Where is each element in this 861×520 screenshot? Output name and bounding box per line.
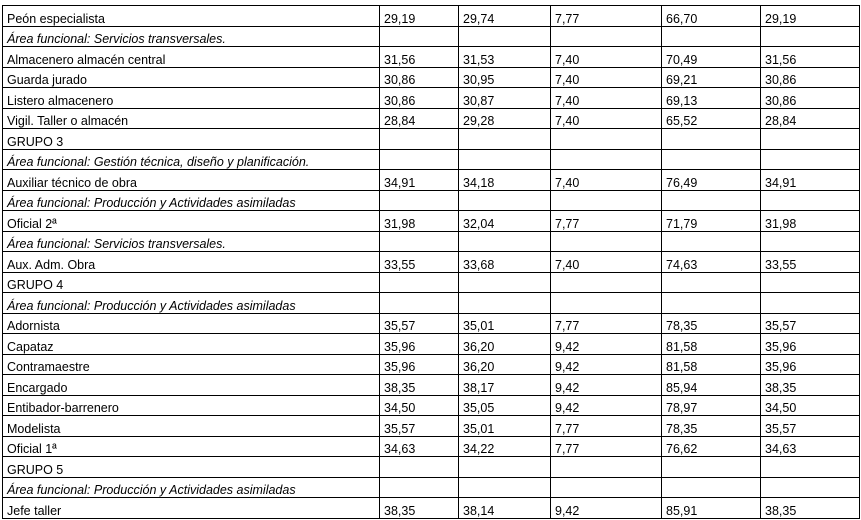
table-cell-empty [380, 477, 459, 498]
table-cell-empty [459, 457, 551, 478]
table-cell-value: 7,40 [551, 108, 662, 129]
category-label: Aux. Adm. Obra [3, 252, 380, 273]
table-cell-empty [662, 457, 761, 478]
table-cell-value: 38,17 [459, 375, 551, 396]
table-cell-value: 7,77 [551, 6, 662, 27]
table-cell-value: 34,50 [380, 395, 459, 416]
category-label: Modelista [3, 416, 380, 437]
table-cell-value: 74,63 [662, 252, 761, 273]
table-cell-empty [761, 26, 860, 47]
table-cell-value: 76,62 [662, 436, 761, 457]
table-cell-value: 7,40 [551, 170, 662, 191]
area-header-row [3, 293, 860, 314]
group-label: GRUPO 5 [3, 457, 380, 478]
table-row [3, 436, 860, 457]
table-cell-value: 34,18 [459, 170, 551, 191]
table-cell-value: 34,22 [459, 436, 551, 457]
table-cell-value: 28,84 [761, 108, 860, 129]
table-cell-value: 34,91 [761, 170, 860, 191]
table-cell-empty [761, 149, 860, 170]
table-cell-empty [459, 231, 551, 252]
table-cell-value: 7,77 [551, 436, 662, 457]
group-label: GRUPO 3 [3, 129, 380, 150]
category-label: Peón especialista [3, 6, 380, 27]
table-cell-value: 65,52 [662, 108, 761, 129]
table-row [3, 211, 860, 232]
table-cell-value: 76,49 [662, 170, 761, 191]
table-cell-value: 81,58 [662, 354, 761, 375]
table-cell-value: 35,01 [459, 313, 551, 334]
table-cell-value: 35,05 [459, 395, 551, 416]
table-row [3, 170, 860, 191]
table-cell-value: 9,42 [551, 375, 662, 396]
category-label: Oficial 1ª [3, 436, 380, 457]
table-cell-value: 32,04 [459, 211, 551, 232]
table-cell-value: 35,96 [380, 334, 459, 355]
table-cell-empty [761, 272, 860, 293]
table-cell-empty [662, 190, 761, 211]
table-cell-empty [551, 26, 662, 47]
area-label: Área funcional: Servicios transversales. [3, 231, 380, 252]
table-cell-value: 31,98 [761, 211, 860, 232]
group-header-row [3, 129, 860, 150]
table-cell-value: 7,40 [551, 252, 662, 273]
table-cell-value: 30,86 [380, 88, 459, 109]
table-cell-value: 36,20 [459, 354, 551, 375]
table-cell-empty [551, 477, 662, 498]
table-cell-value: 31,56 [380, 47, 459, 68]
table-cell-empty [551, 129, 662, 150]
table-row [3, 252, 860, 273]
table-cell-value: 35,57 [761, 313, 860, 334]
table-row [3, 375, 860, 396]
area-header-row [3, 231, 860, 252]
table-cell-value: 35,96 [761, 354, 860, 375]
table-cell-value: 38,35 [761, 498, 860, 519]
table-cell-value: 33,55 [761, 252, 860, 273]
area-label: Área funcional: Producción y Actividades asimiladas [3, 477, 380, 498]
table-cell-value: 70,49 [662, 47, 761, 68]
category-label: Auxiliar técnico de obra [3, 170, 380, 191]
table-cell-empty [761, 477, 860, 498]
table-cell-value: 38,35 [380, 375, 459, 396]
area-label: Área funcional: Producción y Actividades asimiladas [3, 190, 380, 211]
table-cell-empty [551, 190, 662, 211]
table-cell-value: 33,55 [380, 252, 459, 273]
table-cell-value: 7,40 [551, 88, 662, 109]
table-cell-value: 81,58 [662, 334, 761, 355]
table-cell-value: 30,86 [761, 88, 860, 109]
table-row [3, 47, 860, 68]
table-cell-value: 9,42 [551, 395, 662, 416]
table-cell-value: 33,68 [459, 252, 551, 273]
group-header-row [3, 272, 860, 293]
area-label: Área funcional: Servicios transversales. [3, 26, 380, 47]
table-cell-empty [662, 272, 761, 293]
salary-table [2, 5, 860, 519]
table-cell-value: 31,98 [380, 211, 459, 232]
table-cell-value: 66,70 [662, 6, 761, 27]
table-cell-value: 34,63 [761, 436, 860, 457]
table-row [3, 108, 860, 129]
table-cell-value: 30,95 [459, 67, 551, 88]
category-label: Vigil. Taller o almacén [3, 108, 380, 129]
table-cell-value: 78,35 [662, 313, 761, 334]
category-label: Almacenero almacén central [3, 47, 380, 68]
table-cell-empty [380, 231, 459, 252]
category-label: Listero almacenero [3, 88, 380, 109]
table-cell-value: 35,57 [380, 416, 459, 437]
table-cell-empty [459, 26, 551, 47]
category-label: Entibador-barrenero [3, 395, 380, 416]
table-cell-value: 69,21 [662, 67, 761, 88]
table-cell-value: 7,40 [551, 47, 662, 68]
table-cell-value: 29,19 [761, 6, 860, 27]
table-row [3, 88, 860, 109]
table-cell-value: 7,77 [551, 313, 662, 334]
table-cell-empty [459, 129, 551, 150]
table-cell-empty [380, 272, 459, 293]
table-cell-value: 31,53 [459, 47, 551, 68]
table-row [3, 313, 860, 334]
category-label: Contramaestre [3, 354, 380, 375]
area-header-row [3, 149, 860, 170]
table-cell-empty [761, 190, 860, 211]
table-cell-empty [551, 272, 662, 293]
table-cell-value: 69,13 [662, 88, 761, 109]
table-cell-value: 7,77 [551, 211, 662, 232]
group-label: GRUPO 4 [3, 272, 380, 293]
area-header-row [3, 26, 860, 47]
table-cell-empty [662, 149, 761, 170]
area-label: Área funcional: Gestión técnica, diseño y planificación. [3, 149, 380, 170]
table-cell-value: 9,42 [551, 498, 662, 519]
table-cell-empty [761, 457, 860, 478]
table-cell-empty [662, 477, 761, 498]
table-cell-empty [459, 293, 551, 314]
table-cell-value: 29,74 [459, 6, 551, 27]
table-cell-value: 29,28 [459, 108, 551, 129]
table-cell-empty [662, 26, 761, 47]
table-cell-value: 9,42 [551, 334, 662, 355]
table-cell-empty [380, 293, 459, 314]
table-cell-empty [761, 293, 860, 314]
table-cell-empty [662, 231, 761, 252]
table-row [3, 395, 860, 416]
table-cell-empty [380, 457, 459, 478]
table-cell-value: 28,84 [380, 108, 459, 129]
table-cell-value: 34,91 [380, 170, 459, 191]
table-row [3, 498, 860, 519]
table-cell-empty [459, 149, 551, 170]
table-row [3, 416, 860, 437]
table-cell-value: 78,35 [662, 416, 761, 437]
table-cell-value: 36,20 [459, 334, 551, 355]
category-label: Capataz [3, 334, 380, 355]
table-cell-value: 78,97 [662, 395, 761, 416]
table-cell-value: 34,63 [380, 436, 459, 457]
area-header-row [3, 190, 860, 211]
table-cell-empty [459, 190, 551, 211]
table-cell-value: 35,57 [761, 416, 860, 437]
table-cell-value: 7,40 [551, 67, 662, 88]
table-cell-value: 35,96 [380, 354, 459, 375]
table-cell-empty [761, 231, 860, 252]
table-row [3, 67, 860, 88]
table-cell-empty [662, 129, 761, 150]
table-cell-empty [459, 272, 551, 293]
table-cell-value: 34,50 [761, 395, 860, 416]
table-cell-empty [380, 190, 459, 211]
table-cell-empty [551, 293, 662, 314]
category-label: Oficial 2ª [3, 211, 380, 232]
table-row [3, 6, 860, 27]
table-cell-value: 7,77 [551, 416, 662, 437]
category-label: Guarda jurado [3, 67, 380, 88]
table-cell-empty [551, 457, 662, 478]
group-header-row [3, 457, 860, 478]
table-cell-empty [380, 129, 459, 150]
table-cell-value: 29,19 [380, 6, 459, 27]
table-cell-value: 38,35 [761, 375, 860, 396]
category-label: Jefe taller [3, 498, 380, 519]
table-cell-value: 30,87 [459, 88, 551, 109]
salary-table-body [3, 6, 860, 519]
table-cell-empty [380, 149, 459, 170]
table-cell-value: 31,56 [761, 47, 860, 68]
area-header-row [3, 477, 860, 498]
table-cell-empty [662, 293, 761, 314]
table-cell-value: 38,14 [459, 498, 551, 519]
table-cell-value: 35,96 [761, 334, 860, 355]
table-cell-value: 85,94 [662, 375, 761, 396]
table-cell-empty [551, 231, 662, 252]
area-label: Área funcional: Producción y Actividades asimiladas [3, 293, 380, 314]
category-label: Encargado [3, 375, 380, 396]
table-cell-value: 71,79 [662, 211, 761, 232]
table-cell-value: 30,86 [380, 67, 459, 88]
table-cell-empty [459, 477, 551, 498]
table-cell-value: 85,91 [662, 498, 761, 519]
table-cell-value: 35,01 [459, 416, 551, 437]
table-row [3, 354, 860, 375]
table-cell-value: 9,42 [551, 354, 662, 375]
table-cell-value: 38,35 [380, 498, 459, 519]
table-cell-empty [761, 129, 860, 150]
table-cell-empty [380, 26, 459, 47]
table-cell-value: 35,57 [380, 313, 459, 334]
table-cell-value: 30,86 [761, 67, 860, 88]
table-row [3, 334, 860, 355]
table-cell-empty [551, 149, 662, 170]
category-label: Adornista [3, 313, 380, 334]
